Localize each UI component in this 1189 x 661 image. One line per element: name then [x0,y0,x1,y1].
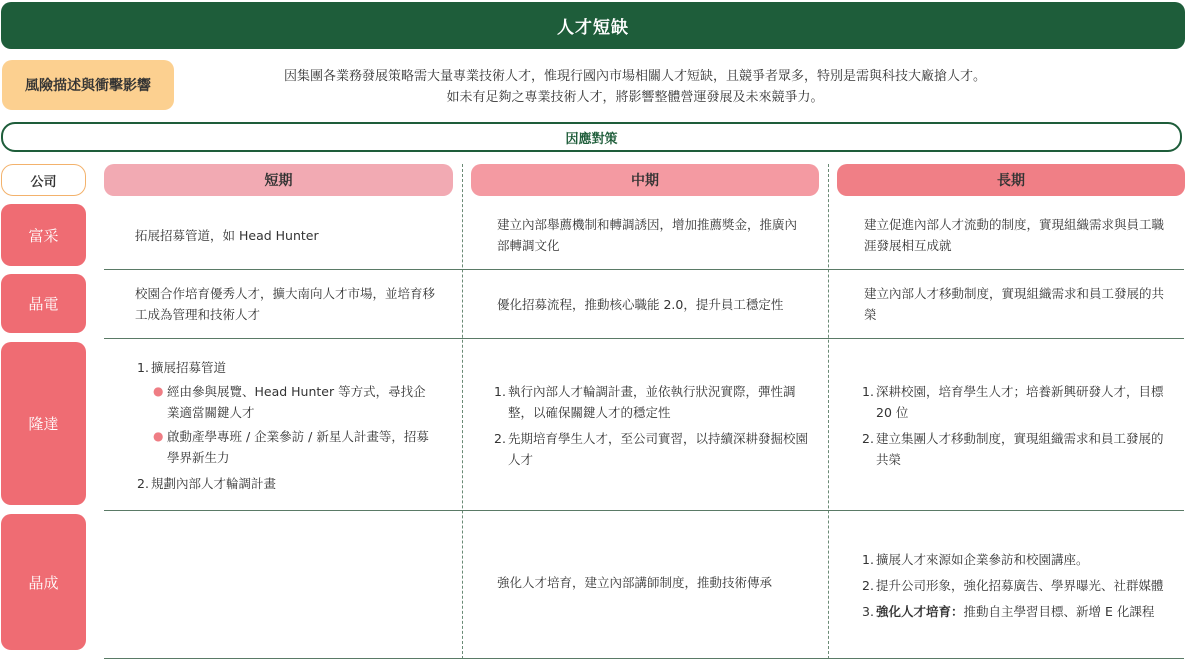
risk-description [200,66,1070,108]
cell-text: 強化人才培育，建立內部講師制度，推動技術傳承 [497,574,773,590]
cell-text: 拓展招募管道，如 Head Hunter [135,227,319,243]
row-4-long [862,514,1170,656]
row-divider [104,658,1184,659]
list-text: 提升公司形象，強化招募廣告、學界曝光、社群媒體 [876,577,1164,593]
list-text: 啟動產學專班 / 企業參訪 / 新星人計畫等，招募學界新生力 [167,428,429,465]
row-divider [104,510,1184,511]
list-text: 深耕校園，培育學生人才；培養新興研發人才，目標 20 位 [876,383,1164,420]
cell-text: 優化招募流程，推動核心職能 2.0，提升員工穩定性 [497,296,784,312]
list-text: 擴展人才來源如企業參訪和校園講座。 [876,551,1089,567]
list-item [862,601,1170,622]
list-text: 建立集團人才移動制度，實現組織需求和員工發展的共榮 [876,430,1164,467]
list-item [862,575,1170,596]
row-3-mid [494,342,812,508]
list-number: 1. [862,551,874,567]
risk-label: 風險描述與衝擊影響 [2,60,174,110]
list-number: 1. [137,359,149,375]
company-cell: 晶電 [1,274,86,333]
row-2-long [864,272,1170,336]
list-number: 2. [862,430,874,446]
list-item [862,549,1170,570]
risk-description-line-2: 如未有足夠之專業技術人才，將影響整體營運發展及未來競爭力。 [446,90,824,105]
long-term-header: 長期 [837,164,1185,196]
bold-lead-text: 強化人才培育： [876,603,964,619]
list-number: 3. [862,603,874,619]
cell-text: 校園合作培育優秀人才，擴大南向人才市場，並培育移工成為管理和技術人才 [135,286,436,322]
company-column-header: 公司 [1,164,86,196]
strategy-header: 因應對策 [1,122,1182,152]
list-text: 執行內部人才輪調計畫，並依執行狀況實際，彈性調整，以確保關鍵人才的穩定性 [508,383,796,420]
list-text [876,601,1170,622]
list-number: 2. [494,430,506,446]
row-2-mid [497,272,817,336]
row-1-mid [497,204,809,266]
list-item [862,381,1170,423]
mid-term-header: 中期 [471,164,819,196]
list-text: 規劃內部人才輪調計畫 [151,475,277,491]
row-2-short [135,272,435,336]
row-4-mid [497,514,817,650]
row-3-long [862,342,1170,508]
company-cell: 富采 [1,204,86,266]
page-title: 人才短缺 [1,2,1185,49]
cell-text: 建立內部人才移動制度，實現組織需求和員工發展的共榮 [864,286,1165,322]
list-item [494,381,812,423]
short-term-header: 短期 [104,164,453,196]
company-cell: 隆達 [1,342,86,505]
cell-text: 建立內部舉薦機制和轉調誘因，增加推薦獎金，推廣內部轉調文化 [497,217,798,253]
list-number: 1. [862,383,874,399]
list-item [862,428,1170,470]
list-item [137,473,437,494]
sub-list-item [153,381,437,423]
list-item [494,428,812,470]
list-item [137,357,437,378]
list-number: 2. [862,577,874,593]
company-cell: 晶成 [1,514,86,650]
column-divider [828,164,829,659]
list-number: 2. [137,475,149,491]
bullet-dot-icon: ● [153,383,164,398]
row-3-short [137,342,437,508]
row-1-long [864,204,1170,266]
bullet-dot-icon: ● [153,428,164,443]
list-text-rest: 推動自主學習目標、新增 E 化課程 [963,603,1155,619]
row-divider [104,269,1184,270]
cell-text: 建立促進內部人才流動的制度，實現組織需求與員工職涯發展相互成就 [864,217,1165,253]
list-text: 擴展招募管道 [151,359,227,375]
row-divider [104,338,1184,339]
list-text: 經由參與展覽、Head Hunter 等方式，尋找企業適當關鍵人才 [167,383,426,420]
list-text: 先期培育學生人才，至公司實習，以持續深耕發掘校園人才 [508,430,809,467]
row-4-short [135,514,435,650]
sub-list-item [153,426,437,468]
column-divider [462,164,463,659]
row-1-short [135,204,445,266]
risk-description-line-1: 因集團各業務發展策略需大量專業技術人才，惟現行國內市場相關人才短缺，且競爭者眾多，特別是需與科技大廠搶人才。 [283,69,986,84]
list-number: 1. [494,383,506,399]
